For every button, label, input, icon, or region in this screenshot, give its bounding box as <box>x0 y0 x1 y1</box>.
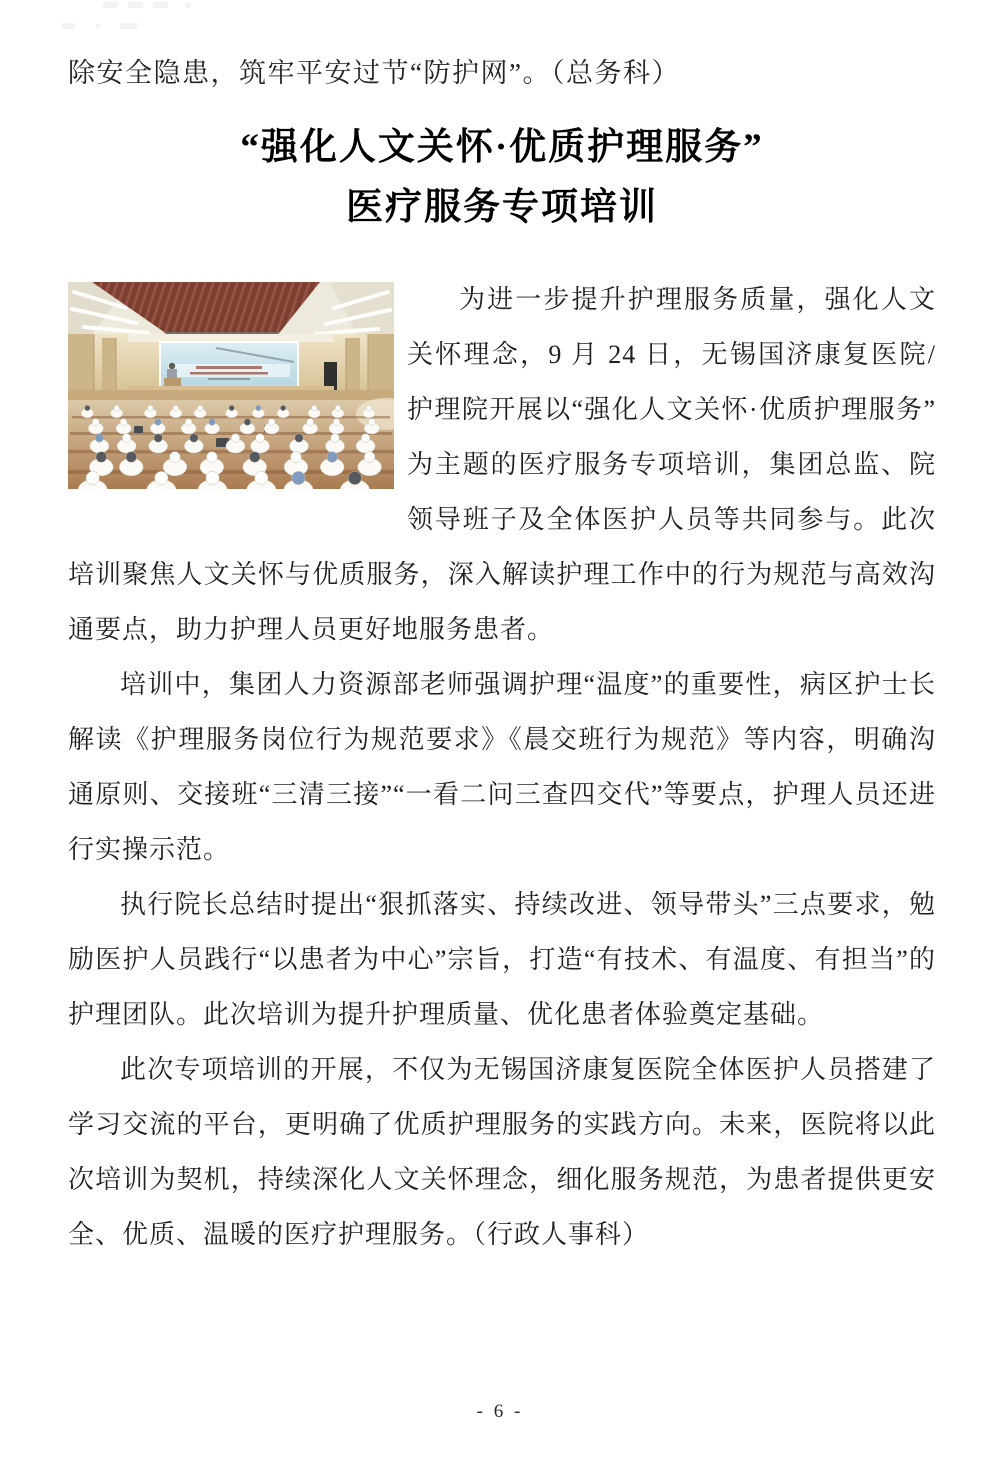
text-remnant <box>96 24 100 29</box>
training-hall-photo <box>68 282 394 489</box>
paragraph-text: 为进一步提升护理服务质量，强化人文关怀理念，9 月 24 日，无锡国济康复医院/护理院开展以“强化人文关怀·优质护理服务”为主题的医疗服务专项培训，集团总监、院领导班子及全体医护人员等共同参与。此次培训聚焦人文关怀与优质服务，深入解读护理工作中的行为规范与高效沟通要点，助力护理人员更好地服务患者。 <box>68 285 936 644</box>
article-body <box>68 272 936 1262</box>
article-paragraph-4: 此次专项培训的开展，不仅为无锡国济康复医院全体医护人员搭建了学习交流的平台，更明确了优质护理服务的实践方向。未来，医院将以此次培训为契机，持续深化人文关怀理念，细化服务规范，为患者提供更安全、优质、温暖的医疗护理服务。（行政人事科） <box>68 1055 936 1249</box>
text-remnant <box>120 23 137 29</box>
text-remnant <box>185 3 191 8</box>
text-remnant <box>62 23 75 29</box>
page-content <box>68 56 936 1262</box>
article-title-line-2: 医疗服务专项培训 <box>346 187 658 228</box>
article-title-line-1: “强化人文关怀·优质护理服务” <box>240 127 764 168</box>
text-remnant <box>103 2 118 8</box>
previous-article-closing-line: 除安全隐患，筑牢平安过节“防护网”。（总务科） <box>68 58 680 88</box>
page-number: - 6 - <box>476 1401 524 1422</box>
article-title <box>68 118 936 238</box>
text-remnant <box>128 2 143 8</box>
article-paragraph-2: 培训中，集团人力资源部老师强调护理“温度”的重要性，病区护士长解读《护理服务岗位行为规范要求》《晨交班行为规范》等内容，明确沟通原则、交接班“三清三接”“一看二问三查四交代”等要点，护理人员还进行实操示范。 <box>68 670 936 864</box>
article-paragraph-3: 执行院长总结时提出“狠抓落实、持续改进、领导带头”三点要求，勉励医护人员践行“以患者为中心”宗旨，打造“有技术、有温度、有担当”的护理团队。此次培训为提升护理质量、优化患者体验奠定基础。 <box>68 890 936 1029</box>
text-remnant <box>153 2 168 8</box>
training-hall-photo-illustration <box>68 282 394 489</box>
article-paragraph-1 <box>68 272 936 657</box>
